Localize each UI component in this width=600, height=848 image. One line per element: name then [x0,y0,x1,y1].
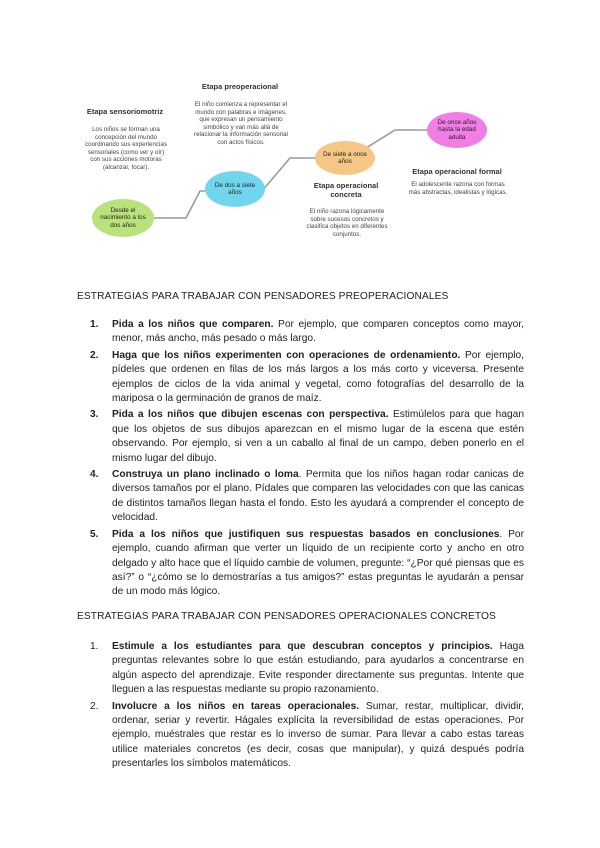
sensorimotor-title: Etapa sensoriomotriz [86,107,164,116]
item-number: 5. [90,528,99,540]
item-lead: Pida a los niños que justifiquen sus respuestas basados en conclusiones [112,528,500,540]
concrete-title: Etapa operacional concreta [313,181,379,199]
list-item [90,468,524,526]
item-text: Sumar, restar, multiplicar, dividir, ordenar, seriar y revertir. Hágales explícita la reversibilidad de estas operaciones. Por ejemplo, muéstrales que restar es lo inverso de sumar. Para llevar a cabo estas tareas utilice materiales concretos (es decir, cosas que manipular), y quizá después podría presentarles los símbolos matemáticos. [112,700,524,770]
item-text: Por ejemplo, pídeles que ordenen en filas de los más largos a los más corto y viceversa. Presente ejemplos de ciclos de la vida animal y vegetal, como fotografías del desarrollo de la mariposa o la germinación de granos de maíz. [112,349,524,405]
item-lead: Haga que los niños experimenten con operaciones de ordenamiento. [112,349,461,361]
sensorimotor-age: Desde el nacimiento a los dos años [100,206,146,229]
concrete-strategies-list [90,640,524,774]
item-text: Por ejemplo, que comparen conceptos como mayor, menor, más ancho, más pesado o más largo. [112,319,524,345]
preoperational-strategies-list [90,318,524,602]
item-number: 2. [90,700,99,712]
formal-title: Etapa operacional formal [412,167,502,176]
item-number: 3. [90,409,99,421]
preoperational-title: Etapa preoperacional [201,82,279,91]
list-item [90,700,524,772]
piaget-stages-diagram [0,0,600,270]
item-text: Haga preguntas relevantes sobre lo que están estudiando, para ayudarlos a concentrarse en algún aspecto del aprendizaje. Evite responder directamente sus preguntas. Intente que lleguen a las respuestas mediante su propio razonamiento. [112,641,524,696]
item-number: 4. [90,469,99,481]
item-lead: Pida a los niños que comparen. [112,319,274,330]
item-number: 1. [90,319,99,330]
list-item [90,408,524,466]
formal-age: De once años hasta la edad adulta [437,118,477,141]
item-lead: Construya un plano inclinado o loma [112,469,299,481]
list-item [90,318,524,347]
preoperational-description: El niño comienza a representar el mundo con palabras e imágenes, que expresan un pensamiento simbólico y van más allá de relacionar la información sensorial con actos físicos. [194,101,288,146]
item-text: . Por ejemplo, cuando afirman que verter un líquido de un recipiente corto y ancho en otro delgado y alto hace que el líquido cambie de volumen, pregunte: “¿Por qué piensas que es así?” o “¿cómo se lo demostrarías a tus amigos?” estas preguntas le ayudarán a pensar de un modo más lógico. [112,528,524,598]
list-item [90,528,524,600]
item-lead: Pida a los niños que dibujen escenas con perspectiva. [112,409,389,421]
list-item [90,640,524,698]
concrete-description: El niño razona lógicamente sobre sucesos concretos y clasifica objetos en diferentes conjuntos. [306,208,388,238]
item-number: 2. [90,349,99,361]
concrete-age: De siete a once años [323,150,367,165]
preoperational-age: De dos a siete años [214,181,256,196]
item-lead: Involucre a los niños en tareas operacionales. [112,700,360,712]
section-title-concrete: ESTRATEGIAS PARA TRABAJAR CON PENSADORES OPERACIONALES CONCRETOS [77,611,496,622]
sensorimotor-description: Los niños se forman una concepción del mundo coordinando sus experiencias sensoriales (como ver y oír) con sus acciones motoras (alcanzar, tocar). [85,126,167,171]
formal-description: El adolescente razona con formas más abstractas, idealistas y lógicas. [408,181,508,196]
list-item [90,349,524,407]
section-title-preoperational: ESTRATEGIAS PARA TRABAJAR CON PENSADORES PREOPERACIONALES [77,291,449,302]
connector-line [150,130,430,218]
item-text: . Permita que los niños hagan rodar canicas de diversos tamaños por el plano. Pídales que comparen las velocidades con que las canicas de distintos tamaños llegan hasta el fondo. Esto les ayudará a comprender el concepto de velocidad. [112,469,525,524]
item-number: 1. [90,641,99,652]
item-text: Estimúlelos para que hagan que los objetos de sus dibujos aparezcan en el mismo lugar de la escena que estén observando. Por ejemplo, si ven a un caballo al final de un campo, deben ponerlo en el mismo lugar del dibujo. [112,409,525,464]
item-lead: Estimule a los estudiantes para que descubran conceptos y principios. [112,641,493,652]
